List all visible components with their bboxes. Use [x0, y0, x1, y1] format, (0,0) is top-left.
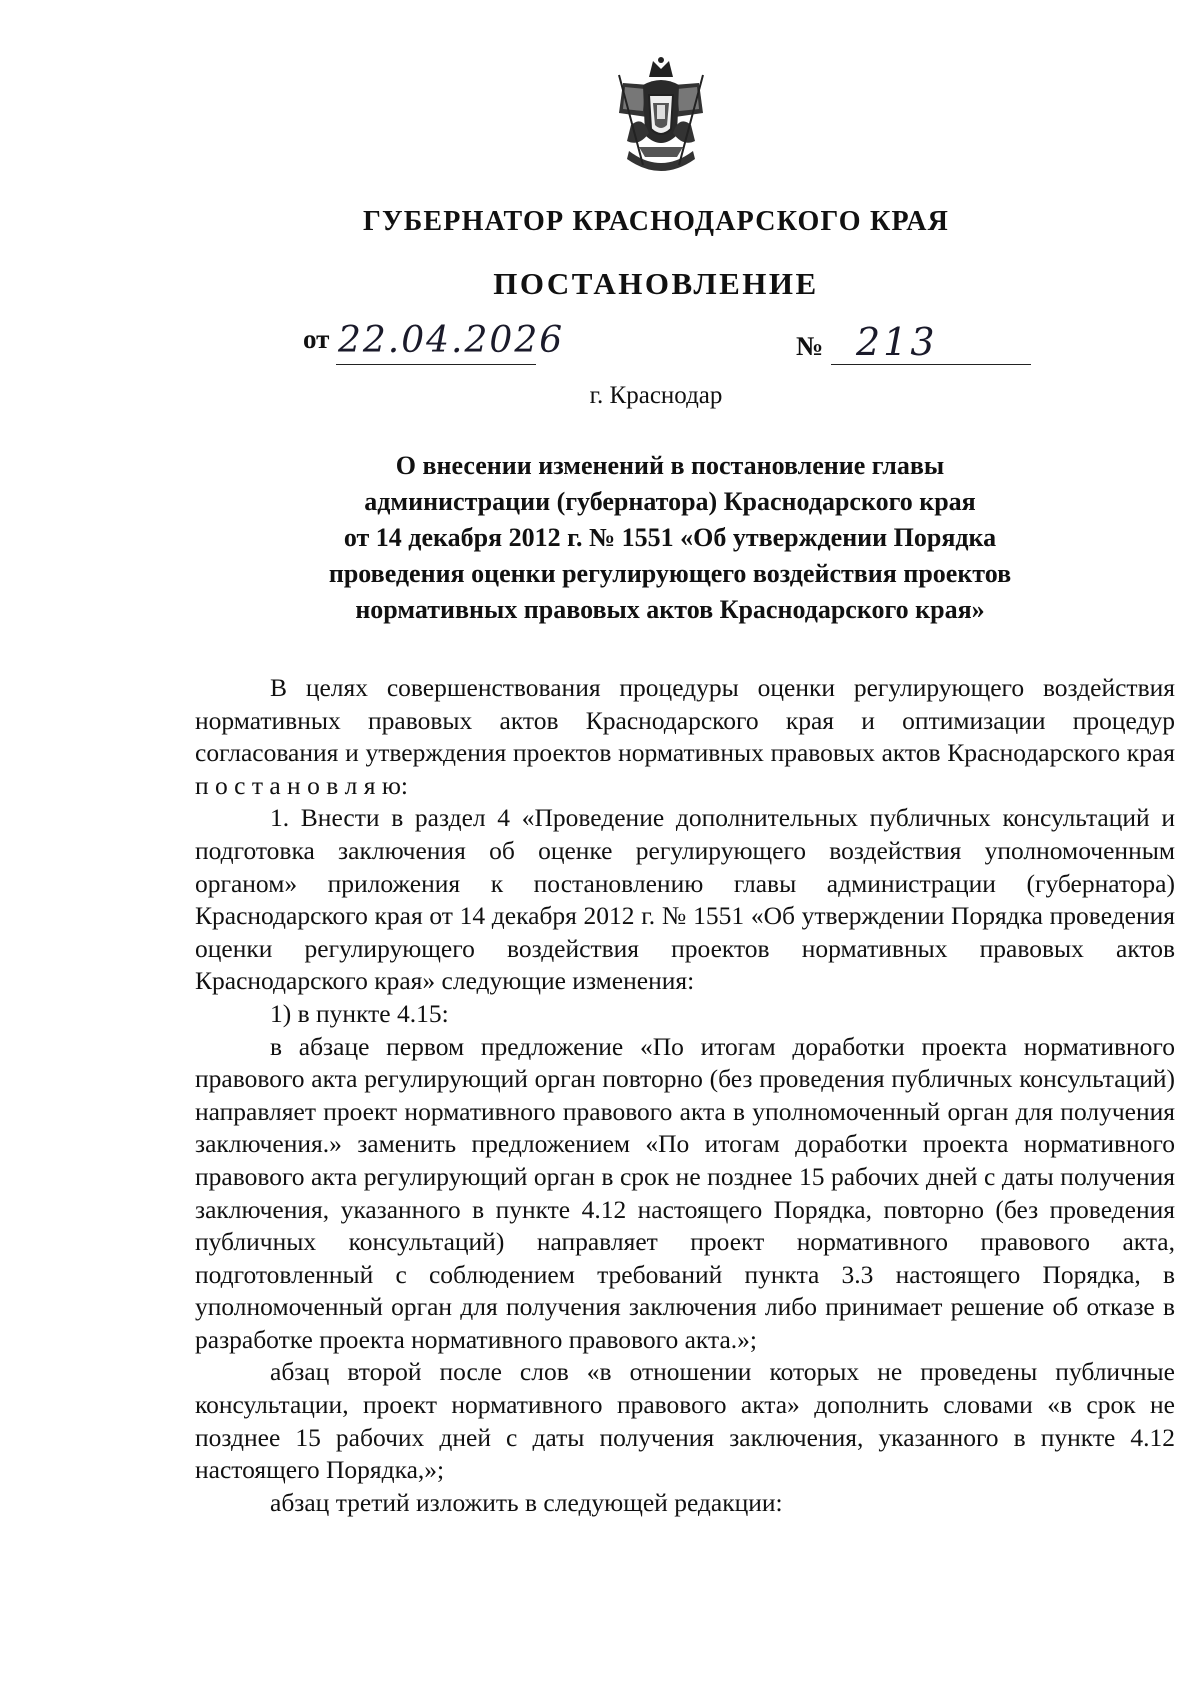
- body-paragraph: В целях совершенствования процедуры оценки регулирующего воздействия нормативных правовых актов Краснодарского края и оптимизации процедур согласования и утверждения проектов нормативных правовых актов Краснодарского края п о с т а н о в л я ю:: [195, 673, 1175, 800]
- handwritten-date: 22.04.2026: [338, 320, 565, 361]
- body-paragraph: абзац третий изложить в следующей редакции:: [270, 1487, 783, 1517]
- title-line: администрации (губернатора) Краснодарского края: [364, 487, 976, 516]
- body-paragraph: 1) в пункте 4.15:: [270, 998, 449, 1028]
- city-label: г. Краснодар: [589, 382, 723, 409]
- handwritten-number: 213: [856, 320, 938, 364]
- title-line: нормативных правовых актов Краснодарского края»: [355, 595, 985, 624]
- title-line: проведения оценки регулирующего воздействия проектов: [328, 559, 1012, 588]
- coat-of-arms-emblem: [603, 55, 719, 183]
- document-title: [240, 448, 1100, 628]
- date-underline: [336, 364, 536, 365]
- date-prefix: от: [303, 324, 330, 354]
- body-paragraph: абзац второй после слов «в отношении которых не проведены публичные консультации, проект нормативного правового акта» дополнить словами «в срок не позднее 15 рабочих дней с даты получения заключения, указанного в пункте 4.12 настоящего Порядка,»;: [195, 1357, 1175, 1485]
- authority-heading: ГУБЕРНАТОР КРАСНОДАРСКОГО КРАЯ: [362, 206, 950, 237]
- title-line: от 14 декабря 2012 г. № 1551 «Об утверждении Порядка: [343, 523, 997, 552]
- body-paragraph: в абзаце первом предложение «По итогам доработки проекта нормативного правового акта регулирующий орган повторно (без проведения публичных консультаций) направляет проект нормативного правового акта в уполномоченный орган для получения заключения.» заменить предложением «По итогам доработки проекта нормативного правового акта регулирующий орган в срок не позднее 15 рабочих дней с даты получения заключения, указанного в пункте 4.12 настоящего Порядка, повторно (без проведения публичных консультаций) направляет проект нормативного правового акта, подготовленный с соблюдением требований пункта 3.3 настоящего Порядка, в уполномоченный орган для получения заключения либо принимает решение об отказе в разработке проекта нормативного правового акта.»;: [195, 1031, 1175, 1354]
- document-type-heading: ПОСТАНОВЛЕНИЕ: [493, 266, 819, 301]
- number-prefix: №: [796, 331, 824, 361]
- title-line: О внесении изменений в постановление главы: [395, 451, 945, 480]
- body-paragraph: 1. Внести в раздел 4 «Проведение дополнительных публичных консультаций и подготовка заключения об оценке регулирующего воздействия уполномоченным органом» приложения к постановлению главы администрации (губернатора) Краснодарского края от 14 декабря 2012 г. № 1551 «Об утверждении Порядка проведения оценки регулирующего воздействия проектов нормативных правовых актов Краснодарского края» следующие изменения:: [195, 803, 1175, 996]
- document-body: [195, 672, 1175, 1519]
- number-underline: [831, 364, 1031, 365]
